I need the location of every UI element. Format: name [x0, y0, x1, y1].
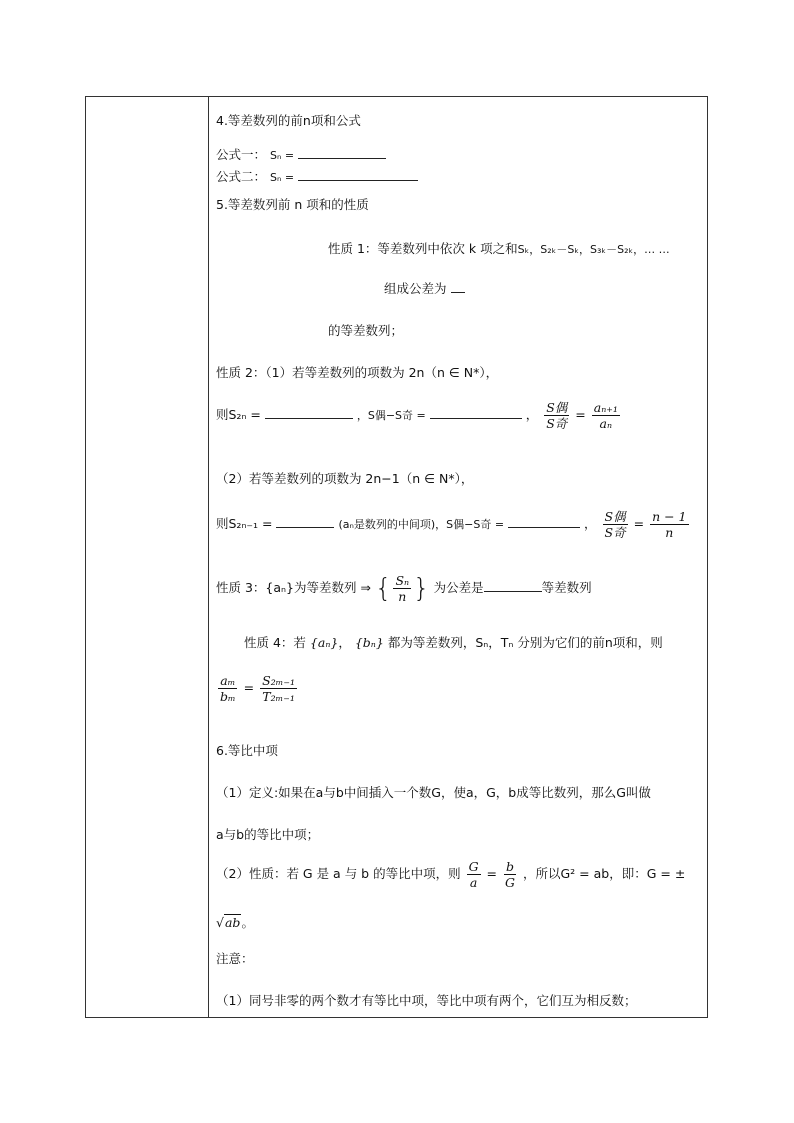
property-2-diff: ，S偶−S奇 = [356, 409, 426, 422]
property-3-frac: $\frac{\text{Sₙ}}{n}$ [395, 573, 410, 604]
formula-2-sn: Sₙ = [270, 171, 295, 184]
property-1-diff-text: 组成公差为 [384, 281, 447, 296]
property-3-diff: 为公差是 [433, 580, 484, 595]
property-3-line: 性质 3：{aₙ}为等差数列 ⇒ { $\frac{\text{Sₙ}}{n}$ } 为公差是 等差数列 [216, 573, 592, 604]
property-1-diff [384, 279, 465, 297]
property-1-blank [451, 281, 465, 293]
sqrt-ab: √ab [216, 915, 241, 930]
formula-2 [216, 167, 418, 185]
property-1-text: 性质 1：等差数列中依次 k 项之和 [328, 241, 518, 256]
property-1-end: 的等差数列； [328, 323, 404, 338]
formula-1-blank [298, 147, 386, 159]
property-2b-blank-1 [276, 516, 334, 528]
property-4-formula: $\frac{\text{aₘ}}{\text{bₘ}}$ = $\frac{\text{S₂ₘ₋₁}}{\text{T₂ₘ₋₁}}$ [220, 673, 295, 704]
property-2-s2n: 则S₂ₙ = [216, 407, 261, 422]
property-3-text: 性质 3：{aₙ}为等差数列 [216, 580, 357, 595]
implies-arrow: ⇒ [360, 580, 371, 595]
property-1-terms: Sₖ，S₂ₖ－Sₖ，S₃ₖ－S₂ₖ，… … [517, 243, 670, 256]
note-1: （1）同号非零的两个数才有等比中项，等比中项有两个，它们互为相反数； [216, 993, 637, 1008]
formula-2-label: 公式二： [216, 169, 267, 184]
formula-1 [216, 145, 386, 163]
property-1-line [328, 239, 670, 257]
formula-1-label: 公式一： [216, 147, 267, 162]
property-2b-then: 则S₂ₙ₋₁ = (aₙ是数列的中间项)，S偶−S奇 = ， $\frac{\text{S偶}}{\text{S奇}}$ = $\frac{n - 1}{n}$ [216, 509, 687, 540]
sqrt-line: √ab。 [216, 915, 254, 930]
property-2-head: 性质 2：（1）若等差数列的项数为 2n（n ∈ N*）， [216, 365, 499, 380]
property-2-then: 则S₂ₙ = ，S偶−S奇 = ， $\frac{\text{S偶}}{\text{S奇}}$ = $\frac{\text{aₙ₊₁}}{\text{aₙ}}$ [216, 400, 618, 431]
property-2b-ratio-rhs: $\frac{n - 1}{n}$ [652, 509, 687, 540]
formula-2-blank [298, 169, 418, 181]
section-6-title: 6.等比中项 [216, 743, 278, 758]
right-cell [216, 97, 699, 1017]
note-title: 注意： [216, 951, 254, 966]
property-4-line: 性质 4：若 {aₙ}， {bₙ} 都为等差数列，Sₙ，Tₙ 分别为它们的前n项和，则 [244, 635, 663, 650]
property-2-blank-2 [430, 407, 522, 419]
property-3-end: 等差数列 [541, 580, 592, 595]
sequence-b: {bₙ} [354, 635, 384, 650]
property-2b-note: (aₙ是数列的中间项)，S偶−S奇 = [338, 518, 505, 531]
property-3-blank [484, 580, 542, 592]
property-2-blank-1 [265, 407, 353, 419]
property-line: （2）性质：若 G 是 a 与 b 的等比中项，则 $\frac{G}{a}$ = $\frac{b}{G}$ ，所以G² = ab，即：G = ± [216, 859, 686, 890]
section-4-title: 4.等差数列的前n项和公式 [216, 113, 361, 128]
property-2b-ratio-lhs: $\frac{\text{S偶}}{\text{S奇}}$ [604, 509, 626, 540]
sequence-a: {aₙ} [309, 635, 339, 650]
content-table [85, 96, 708, 1018]
property-2b-s2n1: 则S₂ₙ₋₁ = [216, 516, 273, 531]
formula-1-sn: Sₙ = [270, 149, 295, 162]
property-2-ratio-rhs: $\frac{\text{aₙ₊₁}}{\text{aₙ}}$ [593, 400, 618, 431]
definition-line-1: （1）定义:如果在a与b中间插入一个数G，使a，G，b成等比数列，那么G叫做 [216, 785, 651, 800]
definition-line-2: a与b的等比中项； [216, 827, 320, 842]
property-2b-blank-2 [508, 516, 580, 528]
section-5-title: 5.等差数列前 n 项和的性质 [216, 197, 369, 212]
column-divider [208, 97, 209, 1017]
property-2-ratio-lhs: $\frac{\text{S偶}}{\text{S奇}}$ [546, 400, 568, 431]
property-2b-head: （2）若等差数列的项数为 2n−1（n ∈ N*）， [216, 471, 474, 486]
